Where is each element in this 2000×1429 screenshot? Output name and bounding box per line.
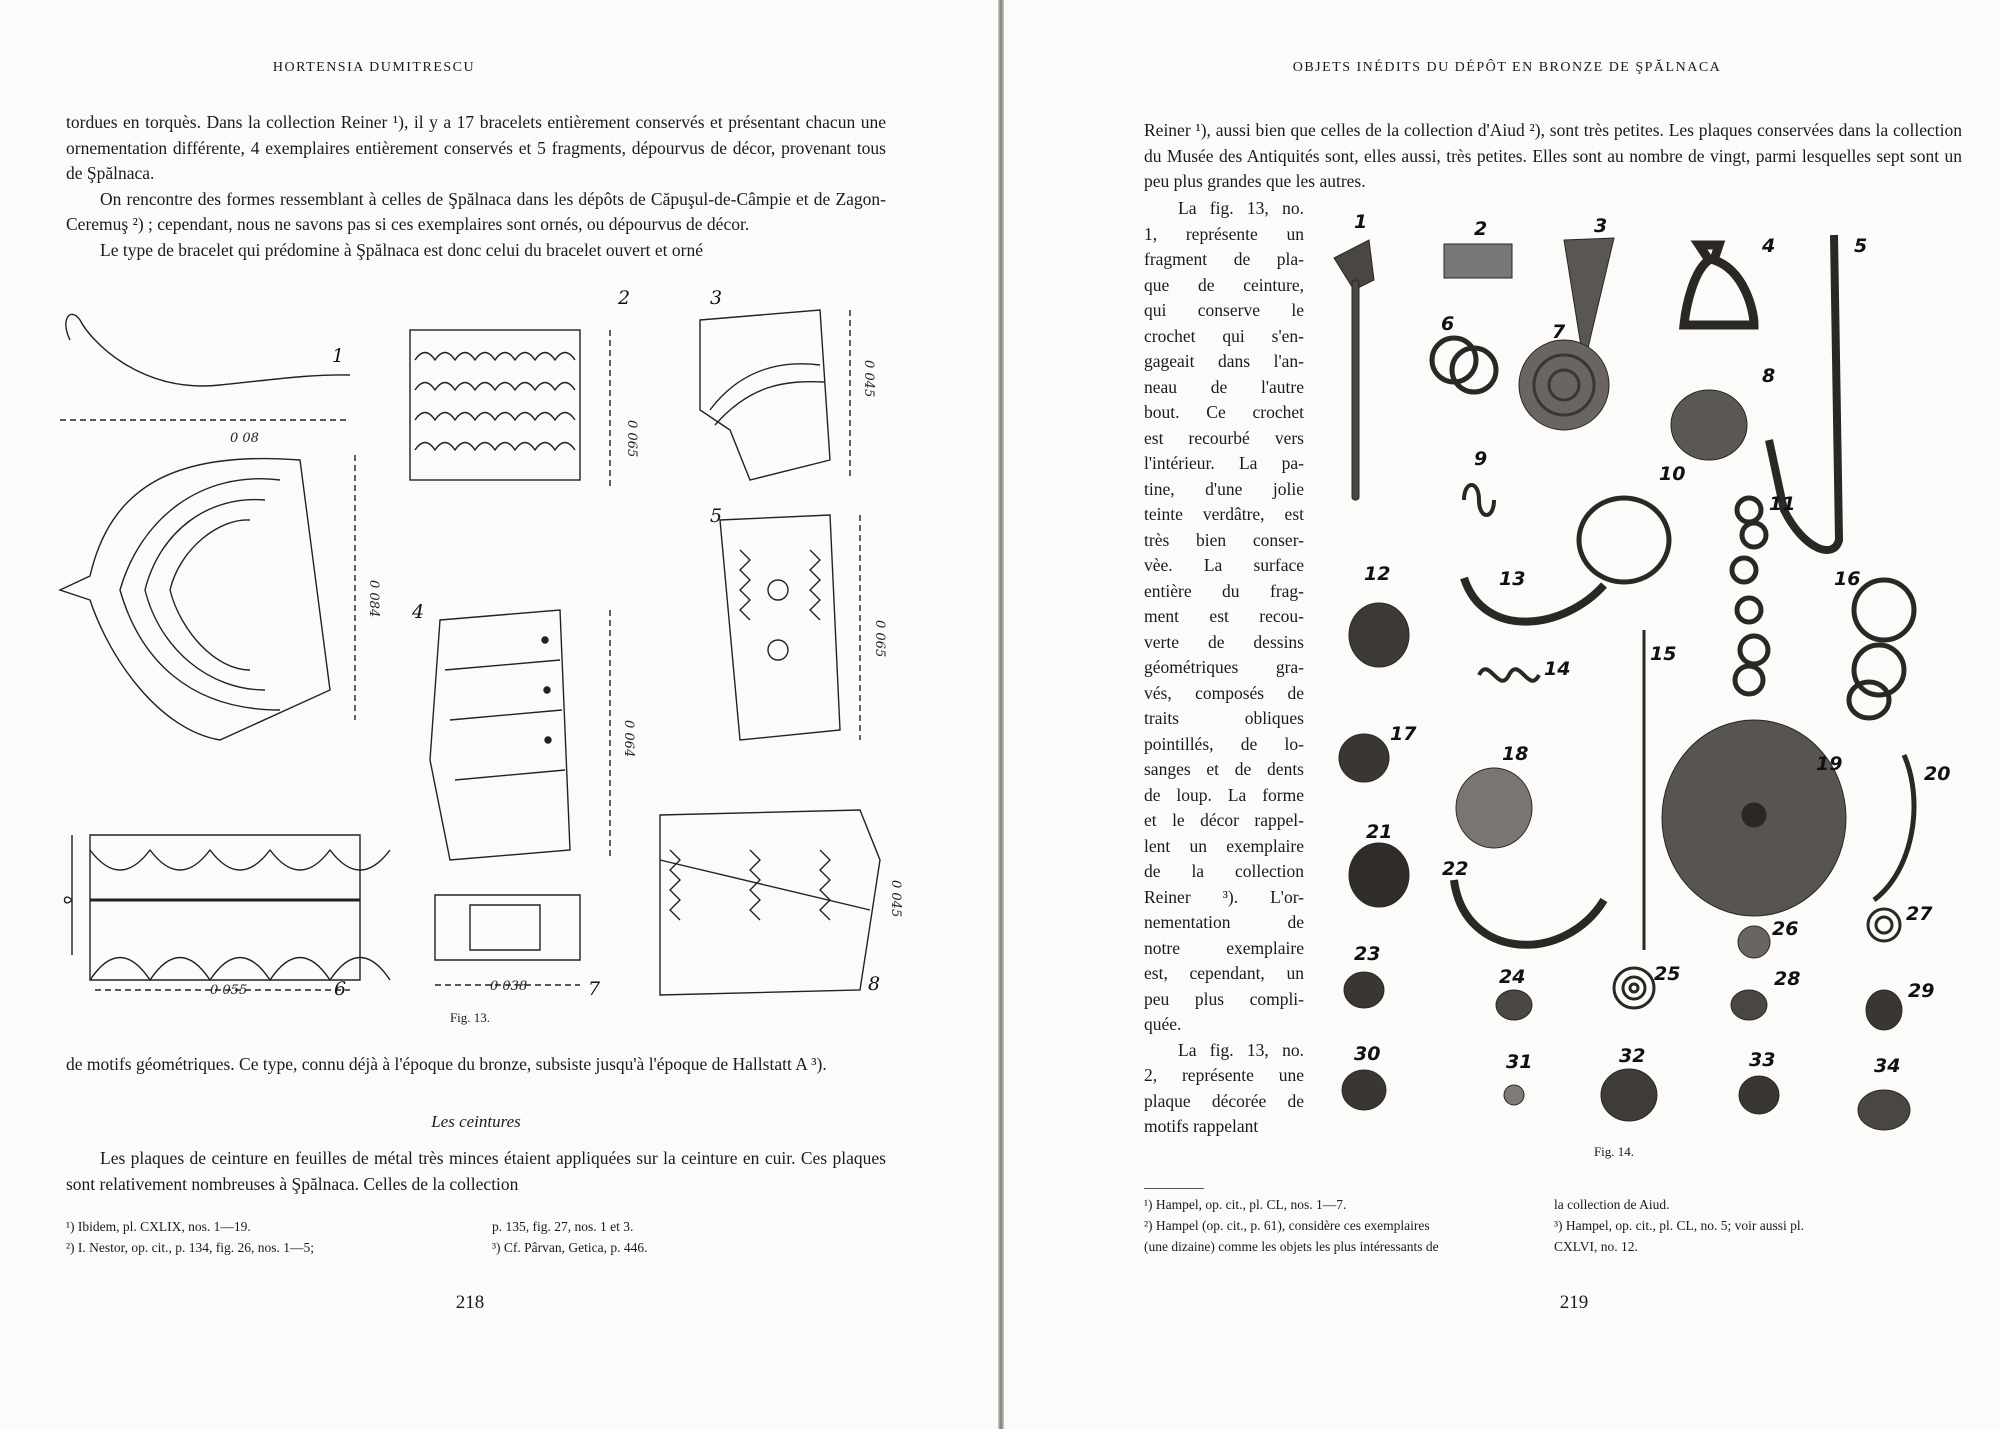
object-12-ball <box>1349 603 1409 667</box>
object-8-disc <box>1671 390 1747 460</box>
fig14-label-1: 1 <box>1354 211 1368 233</box>
fig14-label-21: 21 <box>1366 821 1393 843</box>
drawing-8 <box>660 810 880 995</box>
column-line: ment est recou- <box>1144 606 1304 626</box>
right-footnote-1: ¹) Hampel, op. cit., pl. CL, nos. 1—7. <box>1144 1197 1347 1212</box>
fig13-measure-8: 0 038 <box>490 979 528 994</box>
column-line: Reiner ³). L'or- <box>1144 886 1304 907</box>
fig13-measure-6: 0 065 <box>872 620 887 658</box>
fig13-label-2: 2 <box>618 290 631 309</box>
column-line: pointillés, de lo- <box>1144 733 1304 754</box>
drawing-1-plaque <box>60 458 330 740</box>
figure-13-drawings <box>50 290 910 1000</box>
column-line: de loup. La forme <box>1144 784 1304 805</box>
column-line: 2, représente une <box>1144 1065 1304 1085</box>
right-footnote-3: ³) Hampel, op. cit., pl. CL, no. 5; voir aussi pl. <box>1554 1218 1805 1233</box>
column-line: peu plus compli- <box>1144 988 1304 1009</box>
fig13-label-7: 7 <box>588 978 601 1000</box>
object-10-ring <box>1579 498 1669 582</box>
column-line: que de ceinture, <box>1144 274 1304 295</box>
object-13-arc <box>1464 578 1604 622</box>
object-25-spiral <box>1614 968 1654 1008</box>
right-footnote-2-end: la collection de Aiud. <box>1554 1197 1670 1212</box>
object-2-plaque <box>1444 244 1512 278</box>
column-line: sanges et de dents <box>1144 759 1304 779</box>
fig14-label-23: 23 <box>1354 943 1381 965</box>
column-line: est, cependant, un <box>1144 963 1304 983</box>
object-20-arc <box>1874 755 1914 900</box>
figure-14-photo <box>1314 210 1974 1140</box>
fig13-label-4: 4 <box>412 601 425 623</box>
object-33 <box>1739 1076 1779 1114</box>
column-line: quée. <box>1144 1014 1182 1034</box>
drawing-5 <box>720 515 840 740</box>
right-footnote-2: ²) Hampel (op. cit., p. 61), considère ces exemplaires <box>1144 1218 1430 1233</box>
drawing-2 <box>410 330 580 480</box>
fig14-label-34: 34 <box>1874 1055 1901 1077</box>
fig14-label-15: 15 <box>1650 643 1677 665</box>
left-lower-text <box>66 1052 886 1078</box>
object-14-wire <box>1479 669 1539 681</box>
object-6-rings <box>1432 338 1496 392</box>
column-line: et le décor rappel- <box>1144 810 1304 830</box>
fig14-label-28: 28 <box>1774 968 1801 990</box>
figure-13-caption: Fig. 13. <box>449 1010 491 1025</box>
fig13-label-8: 8 <box>868 973 881 995</box>
right-paragraph-1: Reiner ¹), aussi bien que celles de la collection d'Aiud ²), sont très petites. Les plaques conservées dans la collection du Musée des Antiquités sont, elles aussi, très petites. Elles sont au nombre de vingt, parmi lesquelles sept sont un peu plus grandes que les autres. <box>1144 120 1962 191</box>
column-line: l'intérieur. La pa- <box>1144 453 1304 473</box>
fig13-measure-2: 0 065 <box>624 420 639 458</box>
section-heading-ceintures: Les ceintures <box>431 1112 521 1131</box>
column-line: notre exemplaire <box>1144 937 1304 958</box>
object-17-ball <box>1339 734 1389 782</box>
right-page <box>1004 0 2000 1429</box>
fig14-label-24: 24 <box>1499 966 1526 988</box>
column-line: crochet qui s'en- <box>1144 325 1304 346</box>
fig13-measure-1: 0 08 <box>230 431 259 446</box>
column-line: de la collection <box>1144 861 1304 881</box>
fig14-label-3: 3 <box>1594 215 1608 237</box>
fig14-label-11: 11 <box>1769 493 1796 515</box>
fig13-measure-5: 0 064 <box>621 720 636 758</box>
fig14-label-5: 5 <box>1854 235 1868 257</box>
column-line: teinte verdâtre, est <box>1144 504 1304 524</box>
fig14-label-25: 25 <box>1654 963 1681 985</box>
fig14-label-29: 29 <box>1908 980 1935 1002</box>
column-line: très bien conser- <box>1144 529 1304 550</box>
column-line: verte de dessins <box>1144 631 1304 652</box>
right-footnote-2-cont: (une dizaine) comme les objets les plus intéressants de <box>1144 1239 1439 1254</box>
column-line: La fig. 13, no. <box>1178 1039 1304 1060</box>
column-line: 1, représente un <box>1144 223 1304 244</box>
column-line: géométriques gra- <box>1144 657 1304 677</box>
fig14-label-19: 19 <box>1816 753 1843 775</box>
left-paragraph-5-block <box>66 1146 886 1197</box>
column-line: tine, d'une jolie <box>1144 478 1304 499</box>
object-21-ball <box>1349 843 1409 907</box>
fig13-label-3: 3 <box>710 290 723 309</box>
left-top-text <box>66 110 886 263</box>
fig14-label-16: 16 <box>1834 568 1861 590</box>
fig13-label-5: 5 <box>710 505 723 527</box>
left-paragraph-2: On rencontre des formes ressemblant à celles de Şpălnaca dans les dépôts de Căpuşul-de-Câmpie et de Zagon-Ceremuş ²) ; cependant, nous ne savons pas si ces exemplaires sont ornés, ou dépourvus de décor. <box>66 188 886 234</box>
drawing-6 <box>90 835 360 980</box>
fig14-label-6: 6 <box>1441 313 1455 335</box>
object-27-spiral <box>1868 909 1900 941</box>
right-footnote-3-cont: CXLVI, no. 12. <box>1554 1239 1638 1254</box>
page-number-left: 218 <box>455 1292 485 1313</box>
right-narrow-column <box>1144 196 1304 1140</box>
object-26 <box>1738 926 1770 958</box>
column-line: bout. Ce crochet <box>1144 402 1304 422</box>
fig13-label-1: 1 <box>332 345 345 367</box>
left-footnote-2: ²) I. Nestor, op. cit., p. 134, fig. 26, nos. 1—5; <box>66 1240 314 1255</box>
fig14-label-27: 27 <box>1906 903 1933 925</box>
column-line: La fig. 13, no. <box>1178 198 1304 218</box>
fig14-label-8: 8 <box>1762 365 1776 387</box>
object-32 <box>1601 1069 1657 1121</box>
fig13-measure-7: 0 055 <box>210 983 248 998</box>
running-head-right: OBJETS INÉDITS DU DÉPÔT EN BRONZE DE ŞPĂLNACA <box>1292 60 1722 75</box>
column-line: vés, composés de <box>1144 682 1304 703</box>
object-22-arc <box>1454 880 1604 945</box>
object-11-chain <box>1732 498 1768 694</box>
column-line: fragment de pla- <box>1144 249 1304 269</box>
object-9-wire <box>1464 485 1494 515</box>
page-number-right: 219 <box>1559 1292 1589 1313</box>
column-line: nementation de <box>1144 912 1304 932</box>
left-paragraph-4: de motifs géométriques. Ce type, connu déjà à l'époque du bronze, subsiste jusqu'à l'époque de Hallstatt A ³). <box>66 1054 827 1074</box>
object-24 <box>1496 990 1532 1020</box>
left-paragraph-1: tordues en torquès. Dans la collection Reiner ¹), il y a 17 bracelets entièrement conservés et présentant chacun une ornementation différente, 4 exemplaires entièrement conservés et 5 fragments, dépourvus de décor, provenant tous de Şpălnaca. <box>66 112 886 183</box>
right-footnotes-col2 <box>1554 1194 1964 1257</box>
running-head-left: HORTENSIA DUMITRESCU <box>272 60 476 75</box>
left-page <box>0 0 998 1429</box>
fig14-label-20: 20 <box>1924 763 1951 785</box>
fig14-label-33: 33 <box>1749 1049 1776 1071</box>
fig13-measure-3: 0 045 <box>861 360 876 398</box>
fig14-label-32: 32 <box>1619 1045 1646 1067</box>
fig14-label-7: 7 <box>1552 321 1566 343</box>
object-16-rings <box>1849 580 1914 718</box>
column-line: plaque décorée de <box>1144 1090 1304 1111</box>
column-line: traits obliques <box>1144 708 1304 728</box>
fig14-label-2: 2 <box>1474 218 1488 240</box>
drawing-4 <box>430 610 570 860</box>
fig14-label-14: 14 <box>1544 658 1571 680</box>
left-footnotes-col1 <box>66 1216 486 1258</box>
fig13-label-6: 6 <box>334 978 347 1000</box>
left-footnotes-col2 <box>492 1216 822 1258</box>
drawing-3 <box>700 310 830 480</box>
drawing-1-profile <box>66 314 350 386</box>
left-paragraph-3: Le type de bracelet qui prédomine à Şpălnaca est donc celui du bracelet ouvert et orné <box>100 239 703 260</box>
column-line: lent un exemplaire <box>1144 835 1304 856</box>
fig14-label-4: 4 <box>1762 235 1776 257</box>
column-line: est recourbé vers <box>1144 427 1304 448</box>
fig14-label-18: 18 <box>1502 743 1529 765</box>
object-4-ring <box>1684 245 1754 325</box>
fig14-label-22: 22 <box>1442 858 1469 880</box>
column-line: gageait dans l'an- <box>1144 351 1304 371</box>
fig14-label-10: 10 <box>1659 463 1686 485</box>
column-line: vèe. La surface <box>1144 555 1304 575</box>
fig14-label-26: 26 <box>1772 918 1799 940</box>
fig14-label-9: 9 <box>1474 448 1488 470</box>
figure-14-caption: Fig. 14. <box>1593 1144 1635 1159</box>
fig14-label-17: 17 <box>1390 723 1417 745</box>
fig14-label-30: 30 <box>1354 1043 1381 1065</box>
object-31 <box>1504 1085 1524 1105</box>
object-18-disc <box>1456 768 1532 848</box>
object-29 <box>1866 990 1902 1030</box>
fig13-measure-9: 0 045 <box>888 880 903 918</box>
object-23 <box>1344 972 1384 1008</box>
column-line: neau de l'autre <box>1144 376 1304 397</box>
right-footnotes-col1 <box>1144 1194 1544 1257</box>
left-footnote-1: ¹) Ibidem, pl. CXLIX, nos. 1—19. <box>66 1219 251 1234</box>
object-28 <box>1731 990 1767 1020</box>
fig14-label-31: 31 <box>1506 1051 1533 1073</box>
fig13-measure-4: 0 084 <box>366 580 381 618</box>
column-line: entière du frag- <box>1144 580 1304 601</box>
left-paragraph-5: Les plaques de ceinture en feuilles de métal très minces étaient appliquées sur la ceinture en cuir. Ces plaques sont relativement nombreuses à Şpălnaca. Celles de la collection <box>66 1148 886 1194</box>
column-line: qui conserve le <box>1144 300 1304 320</box>
right-top-text <box>1144 118 1962 195</box>
column-line: motifs rappelant <box>1144 1116 1259 1136</box>
object-34 <box>1858 1090 1910 1130</box>
left-footnote-2-cont: p. 135, fig. 27, nos. 1 et 3. <box>492 1219 634 1234</box>
object-30 <box>1342 1070 1386 1110</box>
footnote-rule <box>1144 1188 1204 1189</box>
fig14-label-12: 12 <box>1364 563 1391 585</box>
fig14-label-13: 13 <box>1499 568 1526 590</box>
left-footnote-3: ³) Cf. Pârvan, Getica, p. 446. <box>492 1240 648 1255</box>
